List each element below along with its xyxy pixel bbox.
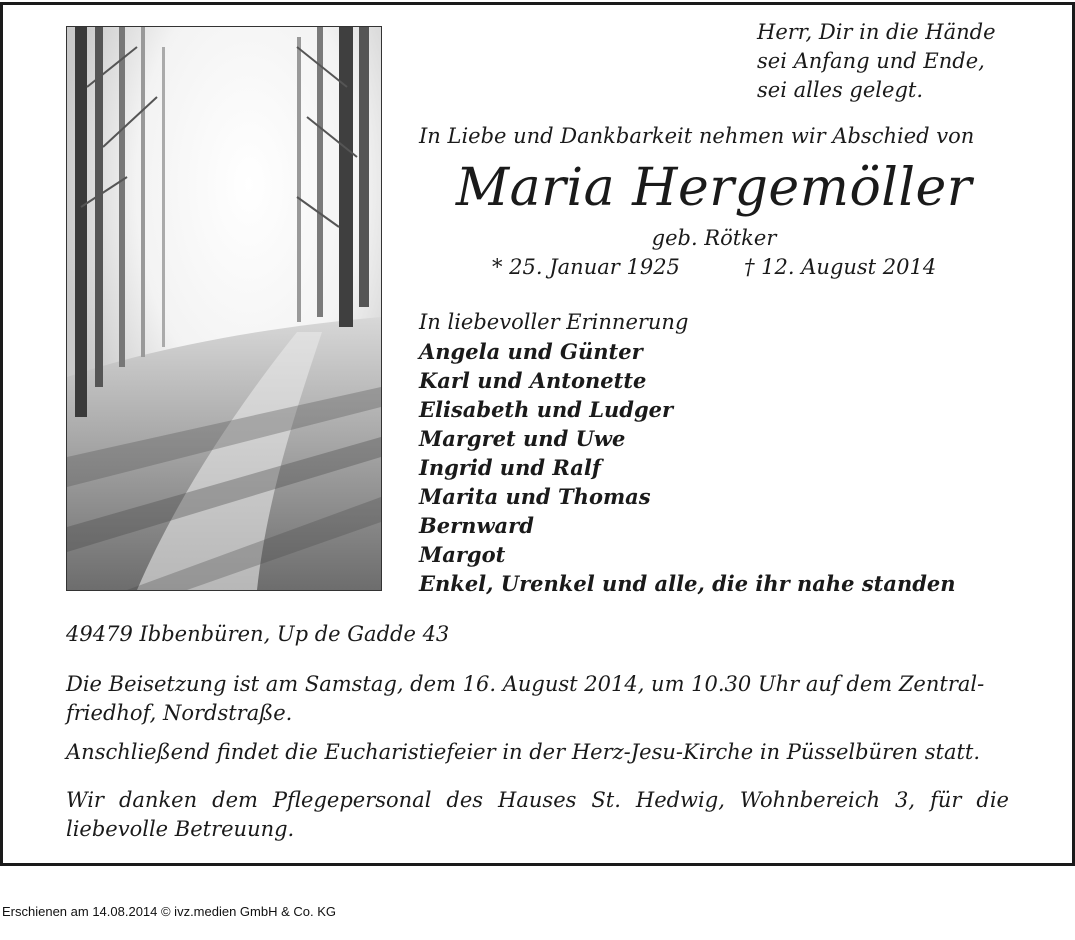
birth-date: * 25. Januar 1925 — [492, 255, 680, 279]
address: 49479 Ibbenbüren, Up de Gadde 43 — [66, 622, 450, 646]
birth-name: geb. Rötker — [651, 226, 777, 250]
mourner: Elisabeth und Ludger — [419, 397, 674, 422]
mourners-lead: In liebevoller Erinnerung — [419, 310, 689, 334]
mourners-list — [419, 308, 956, 598]
mourner: Enkel, Urenkel und alle, die ihr nahe standen — [419, 571, 956, 596]
mourner: Margot — [419, 542, 506, 567]
verse-line: sei alles gelegt. — [757, 78, 924, 102]
mourner: Bernward — [419, 513, 534, 538]
burial-line: friedhof, Nordstraße. — [66, 701, 293, 725]
deceased-name: Maria Hergemöller — [455, 158, 973, 218]
mourner: Ingrid und Ralf — [419, 455, 601, 480]
burial-line: Die Beisetzung ist am Samstag, dem 16. August 2014, um 10.30 Uhr auf dem Zentral- — [66, 672, 985, 696]
thanks-text: Wir danken dem Pflegepersonal des Hauses St. Hedwig, Wohnbereich 3, für die liebevolle Betreuung. — [66, 788, 1009, 841]
mourner: Karl und Antonette — [419, 368, 647, 393]
mourner: Margret und Uwe — [419, 426, 626, 451]
verse-line: Herr, Dir in die Hände — [757, 20, 996, 44]
verse-line: sei Anfang und Ende, — [757, 49, 985, 73]
forest-path-photo — [66, 26, 382, 591]
intro-line: In Liebe und Dankbarkeit nehmen wir Abschied von — [419, 124, 975, 148]
publication-footer: Erschienen am 14.08.2014 © ivz.medien GmbH & Co. KG — [2, 904, 337, 919]
burial-info — [66, 670, 1009, 728]
mourner: Marita und Thomas — [419, 484, 651, 509]
mourner: Angela und Günter — [419, 339, 643, 364]
verse — [757, 18, 996, 105]
death-date: † 12. August 2014 — [744, 255, 937, 279]
eucharist-info: Anschließend findet die Eucharistiefeier in der Herz-Jesu-Kirche in Püsselbüren statt. — [66, 740, 981, 764]
